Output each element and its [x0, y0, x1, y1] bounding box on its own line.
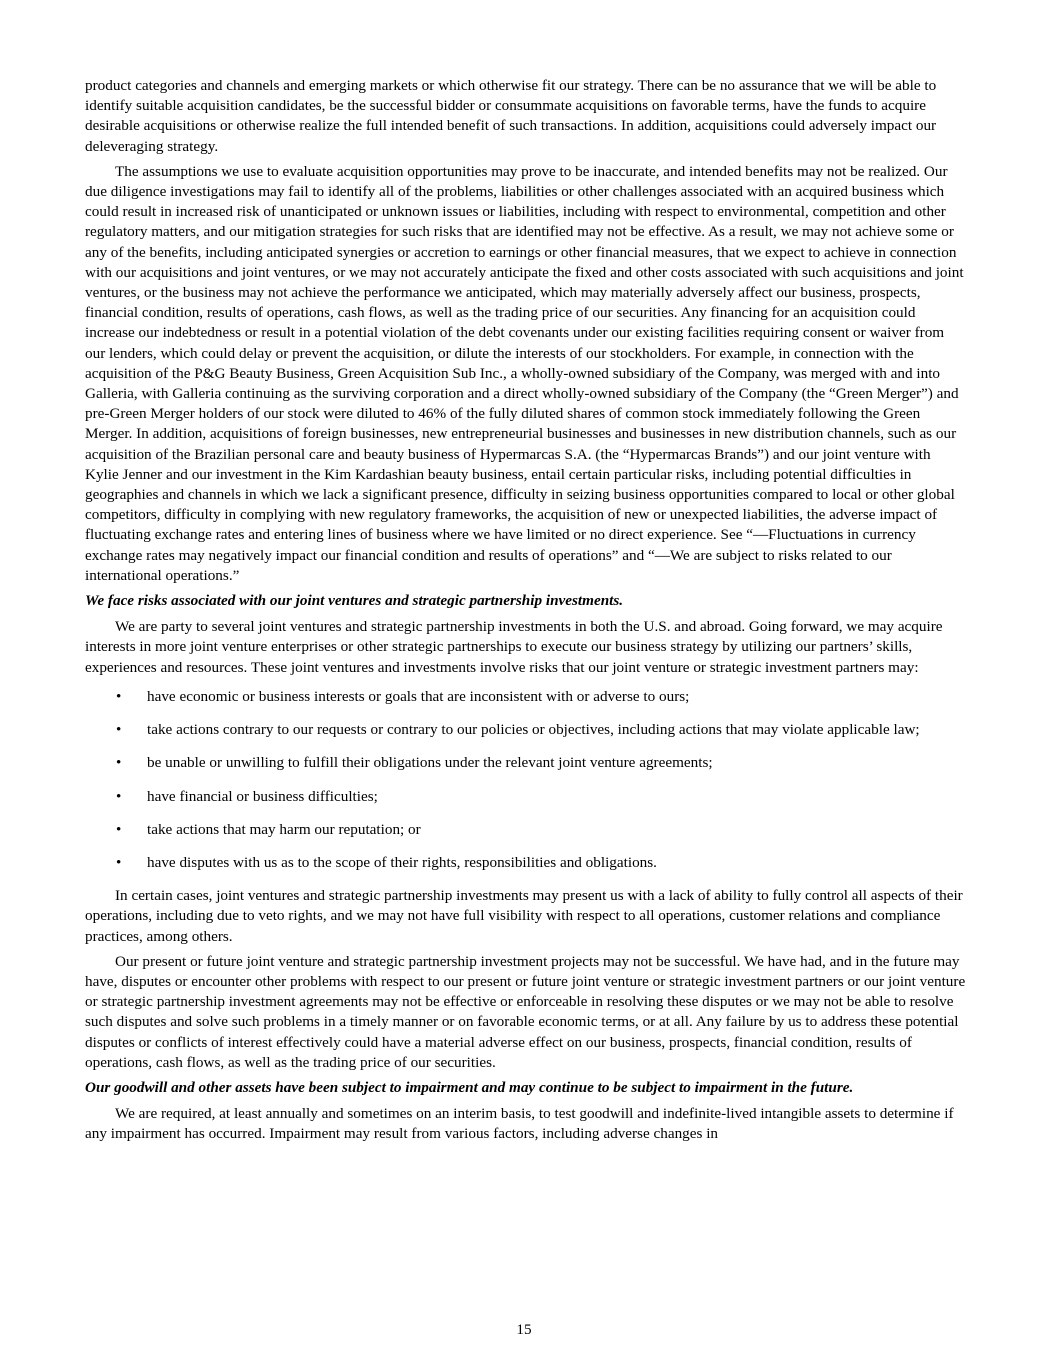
- list-item: [85, 687, 967, 707]
- section-heading-goodwill-impairment: Our goodwill and other assets have been subject to impairment and may continue to be subject to impairment in the future.: [85, 1078, 854, 1096]
- paragraph-impairment-testing: We are required, at least annually and sometimes on an interim basis, to test goodwill and indefinite-lived intangible assets to determine if any impairment has occurred. Impairment may result from various factors, including adverse changes in: [85, 1105, 954, 1143]
- bullet-icon: •: [116, 853, 122, 871]
- bullet-icon: •: [116, 754, 122, 772]
- bullet-icon: •: [116, 721, 122, 739]
- list-item-text: have economic or business interests or goals that are inconsistent with or adverse to ours;: [147, 687, 690, 705]
- bullet-icon: •: [116, 687, 122, 705]
- list-item-text: be unable or unwilling to fulfill their obligations under the relevant joint venture agreements;: [147, 754, 713, 772]
- list-item: [85, 753, 967, 773]
- document-page: [85, 76, 967, 1150]
- list-item: [85, 820, 967, 840]
- list-item: [85, 853, 967, 873]
- bullet-icon: •: [116, 820, 122, 838]
- bullet-icon: •: [116, 787, 122, 805]
- paragraph-acquisition-assumptions: The assumptions we use to evaluate acquisition opportunities may prove to be inaccurate, and intended benefits may not be realized. Our due diligence investigations may fail to identify all of the problems, liabilities or other challenges associated with an acquired business which could result in increased risk of unanticipated or unknown issues or liabilities, including with respect to environmental, competition and other regulatory matters, and our mitigation strategies for such risks that are identified may not be effective. As a result, we may not achieve some or any of the benefits, including anticipated synergies or accretion to earnings or other financial measures, that we expect to achieve in connection with our acquisitions and joint ventures, or we may not accurately anticipate the fixed and other costs associated with such acquisitions and joint ventures, or the business may not achieve the performance we anticipated, which may materially adversely affect our business, prospects, financial condition, results of operations, cash flows, as well as the trading price of our securities. Any financing for an acquisition could increase our indebtedness or result in a potential violation of the debt covenants under our existing facilities requiring consent or waiver from our lenders, which could delay or prevent the acquisition, or dilute the interests of our stockholders. For example, in connection with the acquisition of the P&G Beauty Business, Green Acquisition Sub Inc., a wholly-owned subsidiary of the Company, was merged with and into Galleria, with Galleria continuing as the surviving corporation and a direct wholly-owned subsidiary of the Company (the “Green Merger”) and pre-Green Merger holders of our stock were diluted to 46% of the fully diluted shares of common stock immediately following the Green Merger. In addition, acquisitions of foreign businesses, new entrepreneurial businesses and businesses in new distribution channels, such as our acquisition of the Brazilian personal care and beauty business of Hypermarcas S.A. (the “Hypermarcas Brands”) and our joint venture with Kylie Jenner and our investment in the Kim Kardashian beauty business, entail certain particular risks, including potential difficulties in geographies and channels in which we lack a significant presence, difficulty in seizing business opportunities compared to local or other global competitors, difficulty in complying with new regulatory frameworks, the acquisition of new or unexpected liabilities, the adverse impact of fluctuating exchange rates and entering lines of business where we have limited or no direct experience. See “—Fluctuations in currency exchange rates may negatively impact our financial condition and results of operations” and “—We are subject to risks related to our international operations.”: [85, 162, 964, 584]
- list-item-text: have financial or business difficulties;: [147, 787, 378, 805]
- list-item-text: take actions that may harm our reputation; or: [147, 820, 421, 838]
- list-item-text: take actions contrary to our requests or contrary to our policies or objectives, including actions that may violate applicable law;: [147, 721, 920, 739]
- paragraph-joint-venture-intro: We are party to several joint ventures and strategic partnership investments in both the U.S. and abroad. Going forward, we may acquire interests in more joint venture enterprises or other strategic partnerships to execute our business strategy by utilizing our partners’ skills, experiences and resources. These joint ventures and investments involve risks that our joint venture or strategic investment partners may:: [85, 618, 943, 676]
- list-item: [85, 787, 967, 807]
- section-heading-joint-ventures: We face risks associated with our joint ventures and strategic partnership investments.: [85, 592, 624, 610]
- list-item-text: have disputes with us as to the scope of their rights, responsibilities and obligations.: [147, 853, 657, 871]
- risk-bullet-list: [85, 687, 967, 873]
- page-number: 15: [516, 1321, 532, 1338]
- paragraph-control-limits: In certain cases, joint ventures and strategic partnership investments may present us with a lack of ability to fully control all aspects of their operations, including due to veto rights, and we may not have full visibility with respect to all operations, customer relations and compliance practices, among others.: [85, 887, 963, 945]
- list-item: [85, 720, 967, 740]
- paragraph-acquisition-fit: product categories and channels and emerging markets or which otherwise fit our strategy. There can be no assurance that we will be able to identify suitable acquisition candidates, be the successful bidder or consummate acquisitions on favorable terms, have the funds to acquire desirable acquisitions or otherwise realize the full intended benefit of such transactions. In addition, acquisitions could adversely impact our deleveraging strategy.: [85, 77, 937, 155]
- paragraph-joint-venture-disputes: Our present or future joint venture and strategic partnership investment projects may not be successful. We have had, and in the future may have, disputes or encounter other problems with respect to our present or future joint venture or strategic investment partners or our joint venture or strategic partnership investment agreements may not be effective or enforceable in resolving these disputes or we may not be able to resolve such disputes and solve such problems in a timely manner or on favorable economic terms, or at all. Any failure by us to address these potential disputes or conflicts of interest effectively could have a material adverse effect on our business, prospects, financial condition, results of operations, cash flows, as well as the trading price of our securities.: [85, 952, 966, 1071]
